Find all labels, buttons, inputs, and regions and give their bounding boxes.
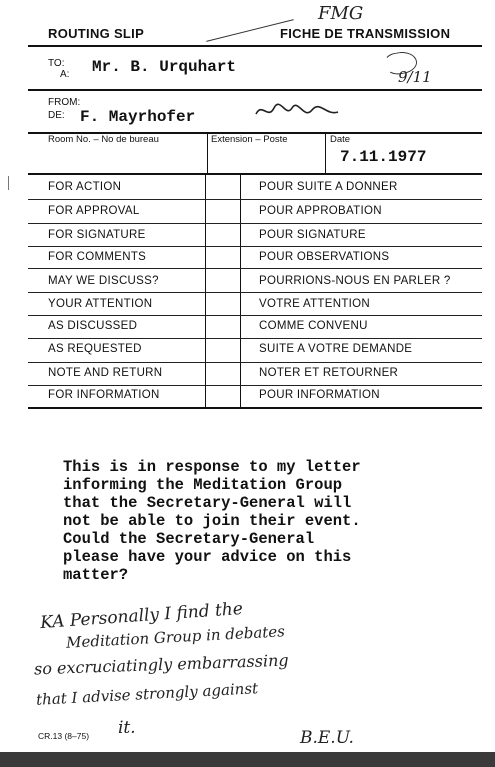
form-code: CR.13 (8–75): [38, 731, 90, 741]
handwritten-line: it.: [118, 718, 136, 738]
from-label-fr: DE:: [48, 110, 65, 121]
handwritten-line: KA Personally I find the: [39, 598, 244, 634]
action-label-fr: SUITE A VOTRE DEMANDE: [259, 343, 413, 355]
action-label-en: AS REQUESTED: [48, 343, 142, 355]
extension-label: Extension – Poste: [211, 134, 288, 145]
action-label-en: FOR COMMENTS: [48, 251, 147, 263]
room-ext-divider: [207, 132, 208, 174]
top-handwritten-annotation: FMG: [318, 3, 364, 24]
action-label-fr: POUR SUITE A DONNER: [259, 181, 398, 193]
action-label-fr: POUR SIGNATURE: [259, 229, 366, 241]
to-value: Mr. B. Urquhart: [92, 58, 237, 76]
handwritten-line: that I advise strongly against: [35, 679, 259, 709]
handwritten-line: so excruciatingly embarrassing: [33, 650, 289, 679]
action-label-en: FOR SIGNATURE: [48, 229, 146, 241]
row-divider: [28, 362, 482, 363]
date-value: 7.11.1977: [340, 148, 427, 166]
margin-tick: [8, 176, 9, 190]
action-label-en: AS DISCUSSED: [48, 320, 138, 332]
action-label-en: NOTE AND RETURN: [48, 367, 163, 379]
to-label-en: TO:: [48, 58, 65, 69]
action-label-fr: POURRIONS-NOUS EN PARLER ?: [259, 275, 451, 287]
handwritten-signature: B.E.U.: [300, 728, 354, 748]
form-title-en: ROUTING SLIP: [48, 26, 145, 41]
action-label-en: FOR ACTION: [48, 181, 122, 193]
ext-date-divider: [325, 132, 326, 174]
to-initials: 9/11: [398, 68, 432, 86]
form-title-fr: FICHE DE TRANSMISSION: [280, 26, 451, 41]
row-divider: [28, 199, 482, 200]
row-divider: [28, 223, 482, 224]
row-divider: [28, 268, 482, 269]
action-label-fr: COMME CONVENU: [259, 320, 368, 332]
action-label-en: FOR APPROVAL: [48, 205, 140, 217]
action-label-fr: POUR OBSERVATIONS: [259, 251, 390, 263]
to-label-fr: A:: [60, 69, 70, 80]
handwritten-line: Meditation Group in debates: [65, 622, 286, 652]
row-divider: [28, 385, 482, 386]
row-divider: [28, 246, 482, 247]
scan-footer-bar: [0, 752, 495, 767]
row-divider: [28, 338, 482, 339]
to-rule: [28, 89, 482, 91]
action-label-en: YOUR ATTENTION: [48, 298, 153, 310]
header-rule: [28, 45, 482, 47]
table-divider-right: [240, 173, 241, 408]
date-label: Date: [330, 134, 351, 145]
action-label-en: FOR INFORMATION: [48, 389, 160, 401]
signature-squiggle-icon: [252, 98, 342, 124]
action-label-fr: NOTER ET RETOURNER: [259, 367, 399, 379]
action-label-fr: POUR INFORMATION: [259, 389, 380, 401]
from-value: F. Mayrhofer: [80, 108, 196, 126]
table-bottom-rule: [28, 407, 482, 409]
message-body: This is in response to my letter informing the Meditation Group that the Secretary-General will not be able to join their event. Could the Secretary-General please have your advice on this matter?: [63, 458, 361, 584]
action-label-en: MAY WE DISCUSS?: [48, 275, 159, 287]
room-label: Room No. – No de bureau: [48, 134, 159, 145]
from-label-en: FROM:: [48, 97, 81, 108]
action-label-fr: VOTRE ATTENTION: [259, 298, 370, 310]
action-label-fr: POUR APPROBATION: [259, 205, 382, 217]
row-divider: [28, 292, 482, 293]
table-divider-left: [205, 173, 206, 408]
meta-rule: [28, 173, 482, 175]
row-divider: [28, 315, 482, 316]
